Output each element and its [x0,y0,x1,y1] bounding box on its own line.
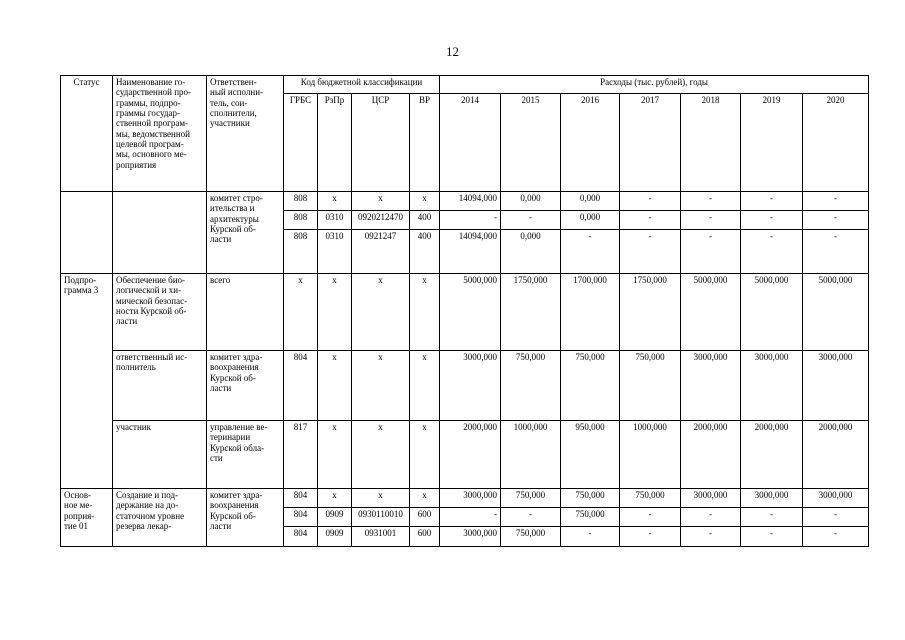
header-budget-code: Код бюджетной классификации [284,76,440,94]
header-rzpr: РзПр [318,94,352,192]
year-value-cell: 1700,000 [561,274,620,351]
year-value-cell: 3000,000 [681,489,741,508]
status-cell: Подпро- грамма 3 [61,274,113,489]
table-row [61,489,869,508]
year-value-cell: - [681,211,741,230]
year-value-cell: - [803,508,869,527]
rzpr-cell: x [318,489,352,508]
header-csr: ЦСР [352,94,410,192]
program-name-cell [113,192,207,274]
year-value-cell: - [620,192,681,211]
program-name-cell: Создание и под- держание на до- статочном уровне резерва лекар- [113,489,207,547]
csr-cell: x [352,192,410,211]
year-value-cell: - [440,508,501,527]
year-value-cell: - [620,508,681,527]
year-value-cell: 1000,000 [620,421,681,489]
grbs-cell: 804 [284,489,318,508]
status-cell [61,192,113,274]
vr-cell: 600 [410,527,440,547]
vr-cell: x [410,489,440,508]
year-value-cell: - [681,230,741,274]
rzpr-cell: x [318,274,352,351]
year-value-cell: 750,000 [501,489,561,508]
grbs-cell: 808 [284,192,318,211]
year-value-cell: 0,000 [561,192,620,211]
year-value-cell: 750,000 [620,489,681,508]
year-value-cell: 3000,000 [440,489,501,508]
vr-cell: x [410,421,440,489]
table-row [61,192,869,211]
year-value-cell: - [741,211,803,230]
year-value-cell: 2000,000 [440,421,501,489]
year-value-cell: 14094,000 [440,230,501,274]
year-value-cell: 950,000 [561,421,620,489]
rzpr-cell: 0310 [318,230,352,274]
year-value-cell: - [501,211,561,230]
year-value-cell: 3000,000 [440,527,501,547]
csr-cell: x [352,274,410,351]
page-number: 12 [446,44,459,59]
vr-cell: x [410,274,440,351]
rzpr-cell: x [318,192,352,211]
year-value-cell: - [561,527,620,547]
year-value-cell: 750,000 [561,508,620,527]
header-grbs: ГРБС [284,94,318,192]
year-value-cell: 3000,000 [741,351,803,421]
year-value-cell: - [803,230,869,274]
year-value-cell: 3000,000 [803,489,869,508]
executor-cell: комитет здра- воохранения Курской об- ласти [207,351,284,421]
vr-cell: 400 [410,211,440,230]
status-cell: Основ- ное ме- роприя- тие 01 [61,489,113,547]
year-value-cell: - [741,230,803,274]
year-value-cell: 3000,000 [440,351,501,421]
header-name: Наименование го- сударственной про- граммы, подпро- граммы государ- ственной програм- мы, ведомственной целевой програм- мы, основного ме- роприятия [113,76,207,192]
year-value-cell: 5000,000 [803,274,869,351]
year-value-cell: 14094,000 [440,192,501,211]
year-value-cell: 3000,000 [741,489,803,508]
year-value-cell: - [620,230,681,274]
csr-cell: 0930110010 [352,508,410,527]
header-expenses: Расходы (тыс. рублей), годы [440,76,869,94]
grbs-cell: 817 [284,421,318,489]
grbs-cell: x [284,274,318,351]
vr-cell: x [410,192,440,211]
header-year: 2018 [681,94,741,192]
executor-cell: всего [207,274,284,351]
year-value-cell: 5000,000 [681,274,741,351]
year-value-cell: 2000,000 [681,421,741,489]
header-vr: ВР [410,94,440,192]
year-value-cell: - [741,527,803,547]
csr-cell: 0931001 [352,527,410,547]
grbs-cell: 804 [284,527,318,547]
csr-cell: x [352,421,410,489]
grbs-cell: 808 [284,211,318,230]
year-value-cell: - [803,527,869,547]
header-year: 2014 [440,94,501,192]
header-year: 2015 [501,94,561,192]
rzpr-cell: 0909 [318,508,352,527]
grbs-cell: 804 [284,351,318,421]
header-year: 2016 [561,94,620,192]
year-value-cell: 750,000 [561,351,620,421]
year-value-cell: 2000,000 [803,421,869,489]
header-executors: Ответствен- ный исполни- тель, сои- сполнители, участники [207,76,284,192]
year-value-cell: - [620,211,681,230]
budget-table [60,75,869,547]
table-row [61,421,869,489]
rzpr-cell: x [318,421,352,489]
year-value-cell: - [681,192,741,211]
year-value-cell: - [440,211,501,230]
year-value-cell: 3000,000 [803,351,869,421]
year-value-cell: 750,000 [620,351,681,421]
csr-cell: x [352,489,410,508]
header-year: 2017 [620,94,681,192]
header-status: Статус [61,76,113,192]
year-value-cell: 5000,000 [440,274,501,351]
year-value-cell: 750,000 [561,489,620,508]
year-value-cell: - [741,192,803,211]
header-year: 2019 [741,94,803,192]
grbs-cell: 808 [284,230,318,274]
executor-cell: комитет стро- ительства и архитектуры Курской об- ласти [207,192,284,274]
year-value-cell: 0,000 [501,230,561,274]
header-year: 2020 [803,94,869,192]
table-row [61,274,869,351]
year-value-cell: 750,000 [501,527,561,547]
year-value-cell: 1000,000 [501,421,561,489]
year-value-cell: - [803,192,869,211]
year-value-cell: 1750,000 [501,274,561,351]
executor-cell: комитет здра- воохранения Курской об- ласти [207,489,284,547]
vr-cell: 600 [410,508,440,527]
csr-cell: 0920212470 [352,211,410,230]
program-name-cell: ответственный ис- полнитель [113,351,207,421]
year-value-cell: 3000,000 [681,351,741,421]
csr-cell: 0921247 [352,230,410,274]
program-name-cell: Обеспечение био- логической и хи- мической безопас- ности Курской об- ласти [113,274,207,351]
year-value-cell: - [561,230,620,274]
year-value-cell: 5000,000 [741,274,803,351]
vr-cell: x [410,351,440,421]
year-value-cell: - [681,508,741,527]
year-value-cell: 0,000 [561,211,620,230]
year-value-cell: 2000,000 [741,421,803,489]
table-row [61,351,869,421]
grbs-cell: 804 [284,508,318,527]
year-value-cell: - [741,508,803,527]
year-value-cell: 750,000 [501,351,561,421]
executor-cell: управление ве- теринарии Курской обла- сти [207,421,284,489]
year-value-cell: - [620,527,681,547]
year-value-cell: - [501,508,561,527]
year-value-cell: 1750,000 [620,274,681,351]
csr-cell: x [352,351,410,421]
vr-cell: 400 [410,230,440,274]
year-value-cell: - [681,527,741,547]
year-value-cell: 0,000 [501,192,561,211]
rzpr-cell: 0909 [318,527,352,547]
rzpr-cell: x [318,351,352,421]
year-value-cell: - [803,211,869,230]
program-name-cell: участник [113,421,207,489]
rzpr-cell: 0310 [318,211,352,230]
